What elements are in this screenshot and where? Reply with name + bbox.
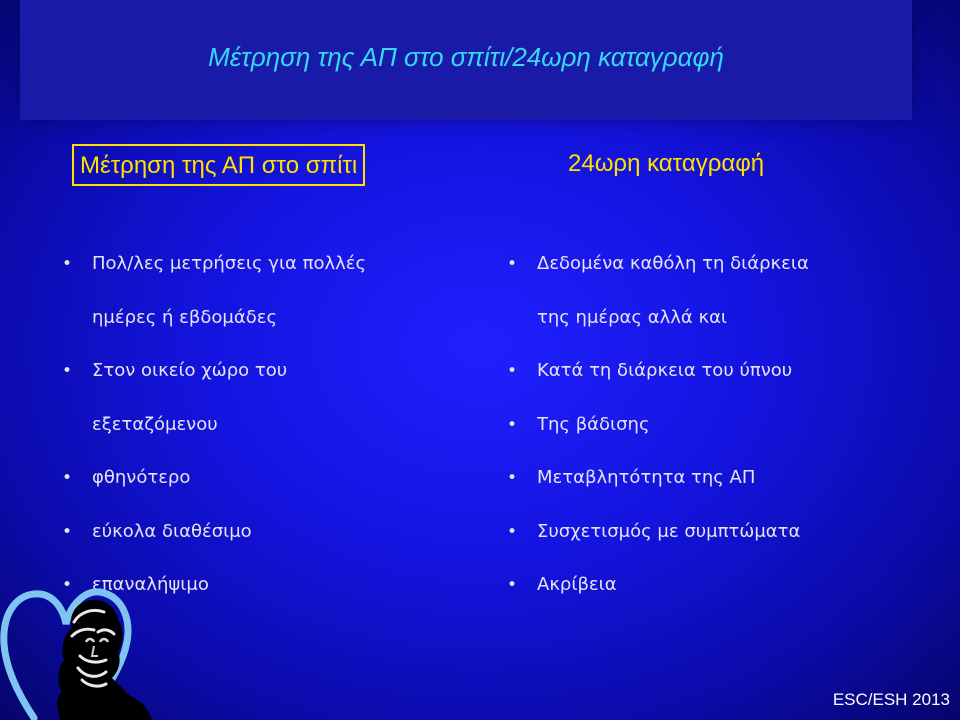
list-item: ημέρες ή εβδομάδες [92, 306, 278, 328]
list-item: εξεταζόμενου [92, 413, 218, 435]
list-item: • Στον οικείο χώρο του [60, 352, 450, 406]
list-item: • Κατά τη διάρκεια του ύπνου [505, 352, 935, 406]
left-column-heading: Μέτρηση της ΑΠ στο σπίτι [72, 144, 365, 186]
list-item: της ημέρας αλλά και [537, 306, 728, 328]
left-bullet-list [60, 245, 450, 620]
list-item: • Συσχετισμός με συμπτώματα [505, 513, 935, 567]
list-item: • επαναλήψιμο [60, 566, 450, 620]
right-bullet-list [505, 245, 935, 620]
list-item: • Ακρίβεια [505, 566, 935, 620]
list-item: • Μεταβλητότητα της ΑΠ [505, 459, 935, 513]
list-item: • Της βάδισης [505, 406, 935, 460]
footer-citation: ESC/ESH 2013 [832, 690, 950, 709]
list-item: • Δεδομένα καθόλη τη διάρκεια [505, 245, 935, 299]
list-item: • Πολ/λες μετρήσεις για πολλές [60, 245, 450, 299]
slide-title: Μέτρηση της ΑΠ στο σπίτι/24ωρη καταγραφή [208, 42, 724, 72]
right-column-heading: 24ωρη καταγραφή [568, 150, 765, 177]
list-item: • φθηνότερο [60, 459, 450, 513]
list-item: • εύκολα διαθέσιμο [60, 513, 450, 567]
heart-bust-logo-icon [0, 572, 190, 720]
title-bar [20, 0, 912, 120]
